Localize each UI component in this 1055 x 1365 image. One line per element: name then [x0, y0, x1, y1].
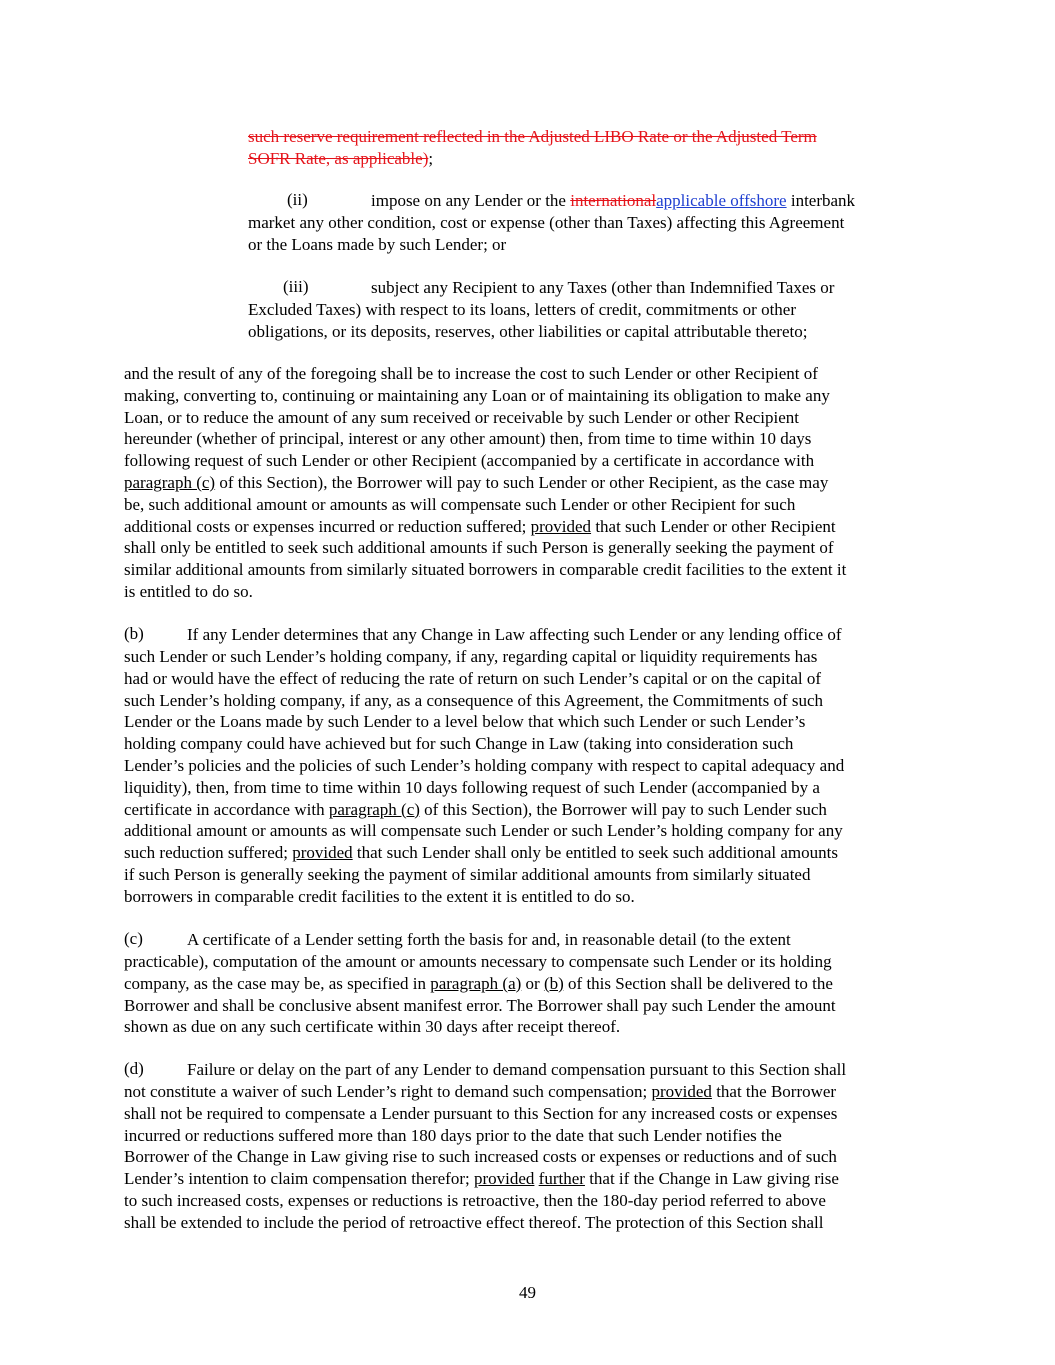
paragraph-b-label: (b) — [124, 624, 144, 643]
paragraph-b: such Lender or such Lender’s holding company, if any, regarding capital or liquidity requirements has had or would have the effect of reducing the rate of return on such Lender’s capital or on the capital of such Lender’s holding company, if any, as a consequence of this Agreement, the Commitments of such Lender or the Loans made by such Lender to a level below that which such Lender or such Lender’s holding company could have achieved but for such Change in Law (taking into consideration such Lender’s policies and the policies of such Lender’s holding company with respect to capital adequacy and liquidity), then, from time to time within 10 days following request of such Lender (accompanied by a certificate in accordance with paragraph (c) of this Section), the Borrower will pay to such Lender such additional amount or amounts as will compensate such Lender or such Lender’s holding company for any such reduction suffered; provided that such Lender shall only be entitled to seek such additional amounts if such Person is generally seeking the payment of similar additional amounts from similarly situated borrowers in comparable credit facilities to the extent it is entitled to do so. — [124, 647, 845, 906]
provided-term: provided — [651, 1082, 712, 1101]
item-ii-line3: or the Loans made by such Lender; or — [248, 235, 507, 254]
item-ii-text: impose on any Lender or the — [371, 191, 571, 210]
paragraph-a-link[interactable]: paragraph (a) — [430, 973, 522, 993]
deleted-text: international — [570, 191, 657, 210]
item-ii-text: interbank — [786, 191, 856, 210]
item-iii-line2: Excluded Taxes) with respect to its loans, letters of credit, commitments or other — [248, 300, 797, 319]
deleted-text-line — [248, 148, 433, 170]
paragraph-d-line1: Failure or delay on the part of any Lender to demand compensation pursuant to this Section shall — [187, 1060, 847, 1079]
deleted-text-line — [248, 126, 817, 148]
item-ii-number: (ii) — [287, 190, 308, 209]
provided-term: provided — [530, 516, 592, 536]
item-ii-line1 — [371, 190, 855, 212]
paragraph-c-label: (c) — [124, 929, 143, 948]
paragraph-b-line1: If any Lender determines that any Change in Law affecting such Lender or any lending office of — [187, 625, 842, 644]
item-iii-line3: obligations, or its deposits, reserves, other liabilities or capital attributable thereto; — [248, 322, 808, 341]
item-ii-line2: market any other condition, cost or expense (other than Taxes) affecting this Agreement — [248, 213, 845, 232]
paragraph-c-link[interactable]: paragraph (c) — [328, 799, 420, 819]
paragraph-b-link[interactable]: (b) — [543, 973, 564, 993]
item-iii-line1: subject any Recipient to any Taxes (other than Indemnified Taxes or — [371, 278, 835, 297]
paragraph-c-line1: A certificate of a Lender setting forth the basis for and, in reasonable detail (to the extent — [187, 930, 791, 949]
paragraph-c: practicable), computation of the amount or amounts necessary to compensate such Lender or its holding company, as the case may be, as specified in paragraph (a) or (b) of this Section shall be delivered to the Borrower and shall be conclusive absent manifest error. The Borrower shall pay such Lender the amount shown as due on any such certificate within 30 days after receipt thereof. — [124, 952, 836, 1037]
paragraph-result: and the result of any of the foregoing shall be to increase the cost to such Lender or other Recipient of making, converting to, continuing or maintaining any Loan or of maintaining its obligation to make any Loan, or to reduce the amount of any sum received or receivable by such Lender or other Recipient hereunder (whether of principal, interest or any other amount) then, from time to time within 10 days following request of such Lender or other Recipient (accompanied by a certificate in accordance with paragraph (c) of this Section), the Borrower will pay to such Lender or other Recipient, as the case may be, such additional amount or amounts as will compensate such Lender or other Recipient for such additional costs or expenses incurred or reduction suffered; provided that such Lender or other Recipient shall only be entitled to seek such additional amounts if such Person is generally seeking the payment of similar additional amounts from similarly situated borrowers in comparable credit facilities to the extent it is entitled to do so. — [124, 364, 847, 601]
provided-term: provided — [473, 1169, 535, 1189]
deleted-text: SOFR Rate, as applicable) — [248, 149, 429, 168]
provided-term: provided — [292, 843, 353, 863]
paragraph-c-link[interactable]: paragraph (c) — [124, 472, 216, 492]
deleted-text: such reserve requirement reflected in the Adjusted LIBO Rate or the Adjusted Term — [248, 127, 817, 146]
inserted-text: applicable offshore — [656, 191, 787, 210]
paragraph-d: not constitute a waiver of such Lender’s right to demand such compensation; provided that the Borrower shall not be required to compensate a Lender pursuant to this Section for any increased costs or expenses incurred or reductions suffered more than 180 days prior to the date that such Lender notifies the Borrower of the Change in Law giving rise to such increased costs or expenses or reductions and of such Lender’s intention to claim compensation therefor; provided further that if the Change in Law giving rise to such increased costs, expenses or reductions is retroactive, then the 180-day period referred to above shall be extended to include the period of retroactive effect thereof. The protection of this Section shall — [124, 1082, 839, 1232]
page-number: 49 — [519, 1283, 536, 1302]
item-iii-number: (iii) — [283, 277, 309, 296]
paragraph-d-label: (d) — [124, 1059, 144, 1078]
further-term: further — [538, 1169, 585, 1189]
semicolon: ; — [428, 149, 434, 168]
